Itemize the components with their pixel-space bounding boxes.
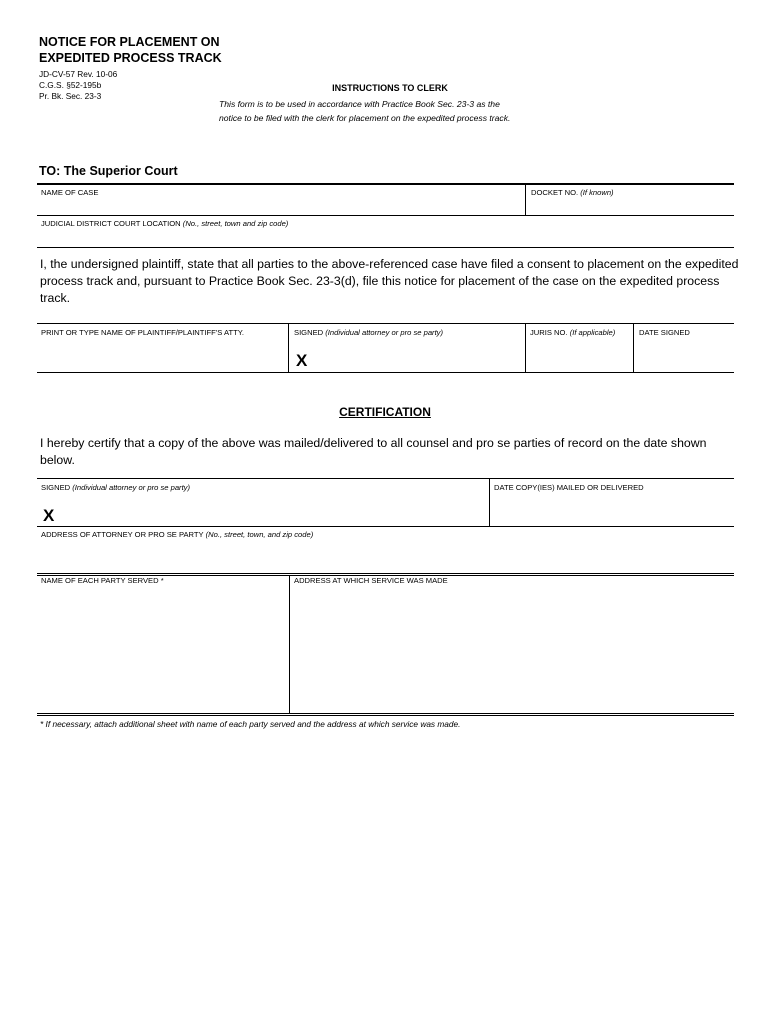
divider bbox=[37, 323, 734, 324]
instructions-text bbox=[219, 98, 569, 125]
divider bbox=[525, 184, 526, 215]
divider bbox=[37, 372, 734, 373]
cert-signature-x-mark: X bbox=[43, 506, 55, 525]
divider bbox=[525, 323, 526, 372]
form-meta bbox=[39, 69, 117, 102]
attorney-address-label: ADDRESS OF ATTORNEY OR PRO SE PARTY (No., street, town, and zip code) bbox=[41, 530, 314, 539]
divider bbox=[288, 323, 289, 372]
signed-label: SIGNED (Individual attorney or pro se party) bbox=[294, 328, 444, 337]
divider bbox=[37, 183, 734, 185]
instructions-line1: This form is to be used in accordance with Practice Book Sec. 23-3 as the bbox=[219, 99, 500, 109]
plaintiff-statement: I, the undersigned plaintiff, state that all parties to the above-referenced case have filed a consent to placement on the expedited process track and, pursuant to Practice Book Sec. 23-3(d), file this notice for placement of the case on the expedited process track. bbox=[40, 257, 739, 305]
practice-book-ref: Pr. Bk. Sec. 23-3 bbox=[39, 91, 102, 101]
certification-heading: CERTIFICATION bbox=[339, 405, 431, 419]
divider bbox=[489, 478, 490, 526]
cert-signed-label: SIGNED (Individual attorney or pro se party) bbox=[41, 483, 191, 492]
divider bbox=[289, 575, 290, 713]
form-id: JD-CV-57 Rev. 10-06 bbox=[39, 69, 118, 79]
form-title-line1: NOTICE FOR PLACEMENT ON bbox=[39, 35, 220, 49]
juris-no-label: JURIS NO. (If applicable) bbox=[530, 328, 616, 337]
divider bbox=[37, 526, 734, 527]
divider bbox=[37, 715, 734, 716]
divider bbox=[37, 215, 734, 216]
service-address-label: ADDRESS AT WHICH SERVICE WAS MADE bbox=[294, 576, 448, 585]
divider bbox=[37, 478, 734, 479]
date-copy-label: DATE COPY(IES) MAILED OR DELIVERED bbox=[494, 483, 644, 492]
party-served-label: NAME OF EACH PARTY SERVED * bbox=[41, 576, 164, 585]
signature-x-mark: X bbox=[296, 351, 308, 370]
divider bbox=[37, 247, 734, 248]
certification-text: I hereby certify that a copy of the above was mailed/delivered to all counsel and pro se parties of record on the date shown below. bbox=[40, 436, 707, 467]
court-location-label: JUDICIAL DISTRICT COURT LOCATION (No., street, town and zip code) bbox=[41, 219, 289, 228]
instructions-heading: INSTRUCTIONS TO CLERK bbox=[332, 83, 448, 93]
instructions-line2: notice to be filed with the clerk for placement on the expedited process track. bbox=[219, 112, 511, 123]
divider bbox=[633, 323, 634, 372]
print-name-label: PRINT OR TYPE NAME OF PLAINTIFF/PLAINTIFF'S ATTY. bbox=[41, 328, 244, 337]
date-signed-label: DATE SIGNED bbox=[639, 328, 690, 337]
statute-ref: C.G.S. §52-195b bbox=[39, 80, 102, 90]
form-title bbox=[39, 34, 222, 66]
footnote: * If necessary, attach additional sheet with name of each party served and the address at which service was made. bbox=[40, 719, 461, 729]
docket-no-label: DOCKET NO. (If known) bbox=[531, 188, 614, 197]
divider bbox=[37, 573, 734, 574]
form-title-line2: EXPEDITED PROCESS TRACK bbox=[39, 51, 222, 65]
divider bbox=[37, 713, 734, 714]
to-court-heading: TO: The Superior Court bbox=[39, 164, 178, 178]
name-of-case-label: NAME OF CASE bbox=[41, 188, 99, 197]
